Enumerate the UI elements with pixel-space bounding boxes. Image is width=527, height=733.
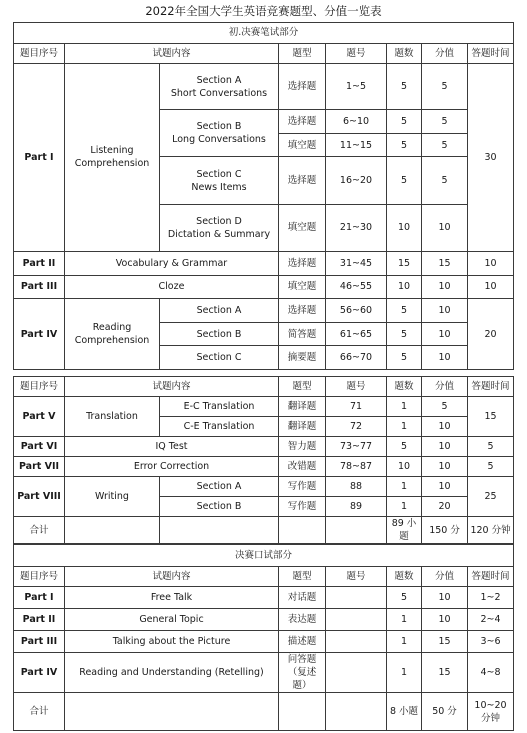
score-cell: 5: [422, 64, 468, 110]
header-no: 题目序号: [14, 43, 65, 64]
qnum-cell: 89: [326, 497, 387, 517]
time-cell: 20: [468, 299, 514, 370]
part-label: Part IV: [14, 653, 65, 693]
section-caption: 决赛口试部分: [14, 545, 514, 567]
section-desc: News Items: [191, 181, 247, 193]
type-cell: [279, 653, 326, 693]
score-cell: 10: [422, 587, 468, 609]
type-cell: 智力题: [279, 437, 326, 457]
part-label: Part II: [14, 251, 65, 275]
time-cell: 15: [468, 397, 514, 437]
part-label: Part III: [14, 275, 65, 299]
content-cell: General Topic: [65, 609, 279, 631]
content-cell: Cloze: [65, 275, 279, 299]
count-cell: 5: [387, 322, 422, 346]
qnum-cell: 71: [326, 397, 387, 417]
time-cell: 1~2: [468, 587, 514, 609]
part-label: Part I: [14, 64, 65, 252]
qnum-cell: 61~65: [326, 322, 387, 346]
score-cell: 10: [422, 275, 468, 299]
time-cell: 2~4: [468, 609, 514, 631]
header-no: 题目序号: [14, 567, 65, 587]
listening-label: Listening Comprehension: [65, 64, 160, 252]
qnum-cell: [326, 609, 387, 631]
count-cell: 1: [387, 417, 422, 437]
type-cell: 选择题: [279, 157, 326, 204]
score-cell: 10: [422, 322, 468, 346]
total-count: 8 小题: [387, 693, 422, 731]
type-cell: 填空题: [279, 204, 326, 251]
score-cell: 5: [422, 110, 468, 134]
score-cell: 15: [422, 653, 468, 693]
content-cell: Reading and Understanding (Retelling): [65, 653, 279, 693]
count-cell: 5: [387, 157, 422, 204]
type-cell: 选择题: [279, 64, 326, 110]
part-label: Part I: [14, 587, 65, 609]
total-time: [468, 693, 514, 731]
section-name: Section A: [160, 477, 279, 497]
count-cell: 5: [387, 299, 422, 323]
qnum-cell: 88: [326, 477, 387, 497]
count-cell: 5: [387, 64, 422, 110]
empty-cell: [326, 693, 387, 731]
section-name: E-C Translation: [160, 397, 279, 417]
type-cell: 翻译题: [279, 397, 326, 417]
header-content: 试题内容: [65, 43, 279, 64]
type-line: 问答题: [287, 654, 317, 665]
section-a-cell: [160, 64, 279, 110]
header-time: 答题时间: [468, 567, 514, 587]
score-cell: 15: [422, 631, 468, 653]
qnum-cell: 73~77: [326, 437, 387, 457]
header-score: 分值: [422, 377, 468, 397]
count-cell: 10: [387, 457, 422, 477]
header-count: 题数: [387, 377, 422, 397]
count-cell: 1: [387, 397, 422, 417]
count-cell: 10: [387, 275, 422, 299]
type-cell: 对话题: [279, 587, 326, 609]
header-qnum: 题号: [326, 377, 387, 397]
header-qnum: 题号: [326, 567, 387, 587]
header-content: 试题内容: [65, 377, 279, 397]
section-name: C-E Translation: [160, 417, 279, 437]
time-cell: 5: [468, 457, 514, 477]
header-time: 答题时间: [468, 377, 514, 397]
qnum-cell: 31~45: [326, 251, 387, 275]
header-score: 分值: [422, 567, 468, 587]
qnum-cell: [326, 587, 387, 609]
qnum-cell: 11~15: [326, 133, 387, 157]
empty-cell: [160, 517, 279, 544]
content-cell: IQ Test: [65, 437, 279, 457]
type-cell: 写作题: [279, 497, 326, 517]
section-name: Section B: [160, 322, 279, 346]
oral-exam-table: [13, 544, 514, 731]
header-count: 题数: [387, 567, 422, 587]
content-cell: Vocabulary & Grammar: [65, 251, 279, 275]
type-cell: 简答题: [279, 322, 326, 346]
time-line: 10~20: [474, 699, 507, 711]
type-line: （复述题）: [287, 667, 317, 691]
part-label: Part IV: [14, 299, 65, 370]
time-cell: 5: [468, 437, 514, 457]
type-cell: 翻译题: [279, 417, 326, 437]
total-label: 合计: [14, 693, 65, 731]
qnum-cell: 21~30: [326, 204, 387, 251]
section-name: Section A: [196, 74, 242, 86]
type-cell: 摘要题: [279, 346, 326, 370]
count-cell: 1: [387, 497, 422, 517]
type-cell: 填空题: [279, 133, 326, 157]
written-exam-table-part2: [13, 376, 514, 544]
score-cell: 10: [422, 299, 468, 323]
header-qnum: 题号: [326, 43, 387, 64]
type-cell: 改错题: [279, 457, 326, 477]
reading-label: Reading Comprehension: [65, 299, 160, 370]
header-type: 题型: [279, 377, 326, 397]
score-cell: 10: [422, 457, 468, 477]
empty-cell: [326, 517, 387, 544]
section-name: Section B: [196, 121, 242, 133]
type-cell: 选择题: [279, 251, 326, 275]
section-d-cell: [160, 204, 279, 251]
translation-label: Translation: [65, 397, 160, 437]
score-cell: 10: [422, 417, 468, 437]
content-cell: Talking about the Picture: [65, 631, 279, 653]
section-name: Section A: [160, 299, 279, 323]
empty-cell: [279, 517, 326, 544]
count-cell: 5: [387, 110, 422, 134]
type-cell: 写作题: [279, 477, 326, 497]
content-cell: Error Correction: [65, 457, 279, 477]
written-exam-table-part1: [13, 22, 514, 370]
section-name: Section D: [196, 215, 242, 227]
type-cell: 表达题: [279, 609, 326, 631]
score-cell: 5: [422, 397, 468, 417]
section-desc: Dictation & Summary: [167, 228, 271, 240]
section-name: Section C: [160, 346, 279, 370]
qnum-cell: 46~55: [326, 275, 387, 299]
score-cell: 10: [422, 477, 468, 497]
empty-cell: [65, 517, 160, 544]
part-label: Part VIII: [14, 477, 65, 517]
header-type: 题型: [279, 567, 326, 587]
part-label: Part III: [14, 631, 65, 653]
part-label: Part II: [14, 609, 65, 631]
count-cell: 5: [387, 587, 422, 609]
score-cell: 20: [422, 497, 468, 517]
score-cell: 10: [422, 437, 468, 457]
header-type: 题型: [279, 43, 326, 64]
total-count: 89 小题: [387, 517, 422, 544]
count-cell: 5: [387, 346, 422, 370]
empty-cell: [65, 693, 279, 731]
empty-cell: [279, 693, 326, 731]
header-count: 题数: [387, 43, 422, 64]
type-cell: 填空题: [279, 275, 326, 299]
count-cell: 10: [387, 204, 422, 251]
qnum-cell: 78~87: [326, 457, 387, 477]
type-cell: 选择题: [279, 299, 326, 323]
time-cell: 3~6: [468, 631, 514, 653]
count-cell: 1: [387, 609, 422, 631]
qnum-cell: 16~20: [326, 157, 387, 204]
total-score: 150 分: [422, 517, 468, 544]
part-label: Part VII: [14, 457, 65, 477]
part-label: Part V: [14, 397, 65, 437]
total-label: 合计: [14, 517, 65, 544]
qnum-cell: [326, 631, 387, 653]
total-score: 50 分: [422, 693, 468, 731]
page-title: 2022年全国大学生英语竞赛题型、分值一览表: [145, 4, 382, 18]
score-cell: 10: [422, 346, 468, 370]
header-content: 试题内容: [65, 567, 279, 587]
score-cell: 10: [422, 609, 468, 631]
part-label: Part VI: [14, 437, 65, 457]
type-cell: 选择题: [279, 110, 326, 134]
time-cell: 10: [468, 251, 514, 275]
time-cell: 25: [468, 477, 514, 517]
header-no: 题目序号: [14, 377, 65, 397]
score-cell: 5: [422, 133, 468, 157]
type-cell: 描述题: [279, 631, 326, 653]
count-cell: 1: [387, 477, 422, 497]
content-cell: Free Talk: [65, 587, 279, 609]
header-score: 分值: [422, 43, 468, 64]
count-cell: 5: [387, 437, 422, 457]
header-time: 答题时间: [468, 43, 514, 64]
section-name: Section C: [196, 168, 242, 180]
score-cell: 15: [422, 251, 468, 275]
time-cell: 30: [468, 64, 514, 252]
qnum-cell: 1~5: [326, 64, 387, 110]
qnum-cell: 66~70: [326, 346, 387, 370]
qnum-cell: 72: [326, 417, 387, 437]
qnum-cell: 56~60: [326, 299, 387, 323]
section-desc: Short Conversations: [170, 87, 268, 99]
section-desc: Long Conversations: [172, 134, 266, 146]
score-cell: 10: [422, 204, 468, 251]
time-cell: 10: [468, 275, 514, 299]
count-cell: 1: [387, 653, 422, 693]
section-name: Section B: [160, 497, 279, 517]
total-time: 120 分钟: [468, 517, 514, 544]
count-cell: 5: [387, 133, 422, 157]
writing-label: Writing: [65, 477, 160, 517]
count-cell: 15: [387, 251, 422, 275]
section-b-cell: [160, 110, 279, 157]
qnum-cell: [326, 653, 387, 693]
time-cell: 4~8: [468, 653, 514, 693]
score-cell: 5: [422, 157, 468, 204]
section-caption: 初.决赛笔试部分: [14, 23, 514, 44]
qnum-cell: 6~10: [326, 110, 387, 134]
section-c-cell: [160, 157, 279, 204]
count-cell: 1: [387, 631, 422, 653]
time-line: 分钟: [480, 712, 500, 724]
